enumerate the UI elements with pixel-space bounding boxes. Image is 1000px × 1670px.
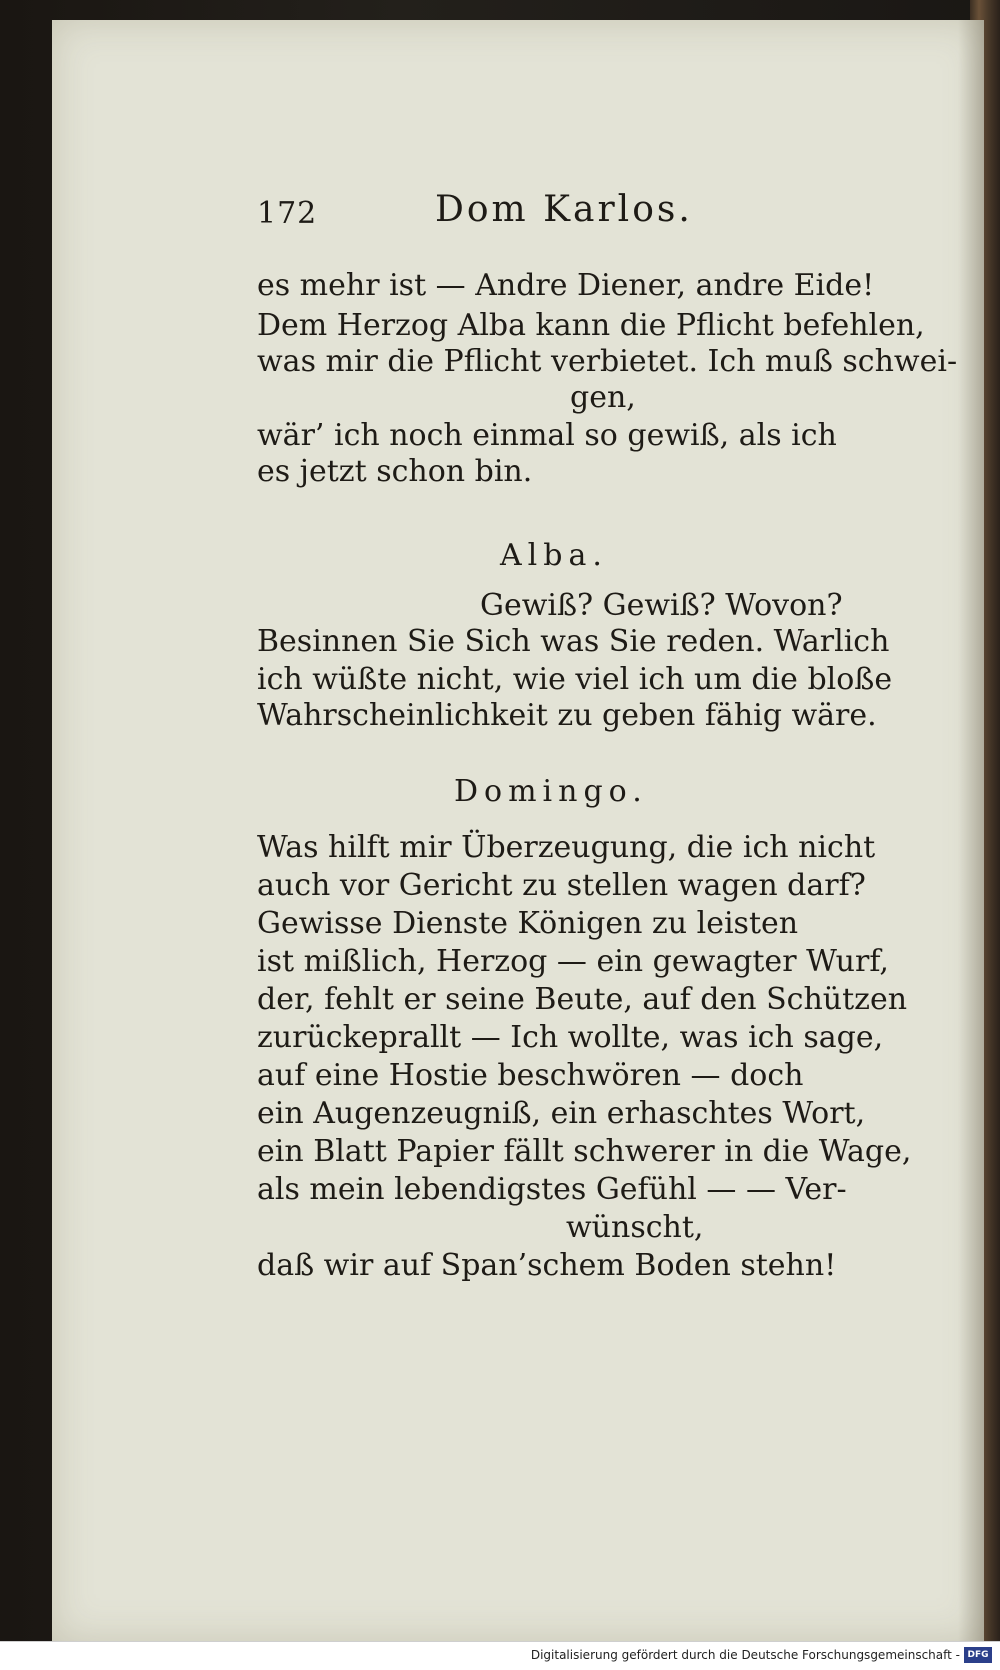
text-line: als mein lebendigstes Gefühl — — Ver- [257, 1172, 847, 1207]
text-line: Gewisse Dienste Königen zu leisten [257, 906, 799, 941]
text-line: wünscht, [566, 1210, 704, 1245]
text-line: Dem Herzog Alba kann die Pflicht befehlen, [257, 308, 925, 343]
running-title: Dom Karlos. [435, 189, 693, 230]
text-line: ich wüßte nicht, wie viel ich um die bloße [257, 662, 893, 697]
text-line: Wahrscheinlichkeit zu geben fähig wäre. [257, 698, 877, 733]
digitization-footer [0, 1641, 1000, 1670]
text-line: auf eine Hostie beschwören — doch [257, 1058, 804, 1093]
text-line: es mehr ist — Andre Diener, andre Eide! [257, 268, 875, 303]
text-line: ein Augenzeugniß, ein erhaschtes Wort, [257, 1096, 866, 1131]
text-line: Gewiß? Gewiß? Wovon? [480, 588, 843, 623]
text-line: wär’ ich noch einmal so gewiß, als ich [257, 418, 837, 453]
text-line: was mir die Pflicht verbietet. Ich muß schwei- [257, 344, 958, 379]
text-line: ein Blatt Papier fällt schwerer in die Wage, [257, 1134, 912, 1169]
text-line: daß wir auf Span’schem Boden stehn! [257, 1248, 837, 1283]
text-line: auch vor Gericht zu stellen wagen darf? [257, 868, 866, 903]
funding-credit: Digitalisierung gefördert durch die Deutsche Forschungsgemeinschaft - [530, 1648, 960, 1662]
text-line: zurückeprallt — Ich wollte, was ich sage, [257, 1020, 884, 1055]
page-number: 172 [257, 196, 318, 231]
speaker-name: Alba. [500, 538, 608, 573]
book-page [52, 20, 984, 1642]
text-line: Besinnen Sie Sich was Sie reden. Warlich [257, 624, 890, 659]
text-line: Was hilft mir Überzeugung, die ich nicht [257, 830, 876, 865]
text-line: gen, [570, 380, 636, 415]
dfg-logo-icon: DFG [964, 1647, 992, 1663]
text-line: ist mißlich, Herzog — ein gewagter Wurf, [257, 944, 889, 979]
speaker-name: Domingo. [454, 774, 648, 809]
text-line: es jetzt schon bin. [257, 454, 533, 489]
text-line: der, fehlt er seine Beute, auf den Schützen [257, 982, 908, 1017]
